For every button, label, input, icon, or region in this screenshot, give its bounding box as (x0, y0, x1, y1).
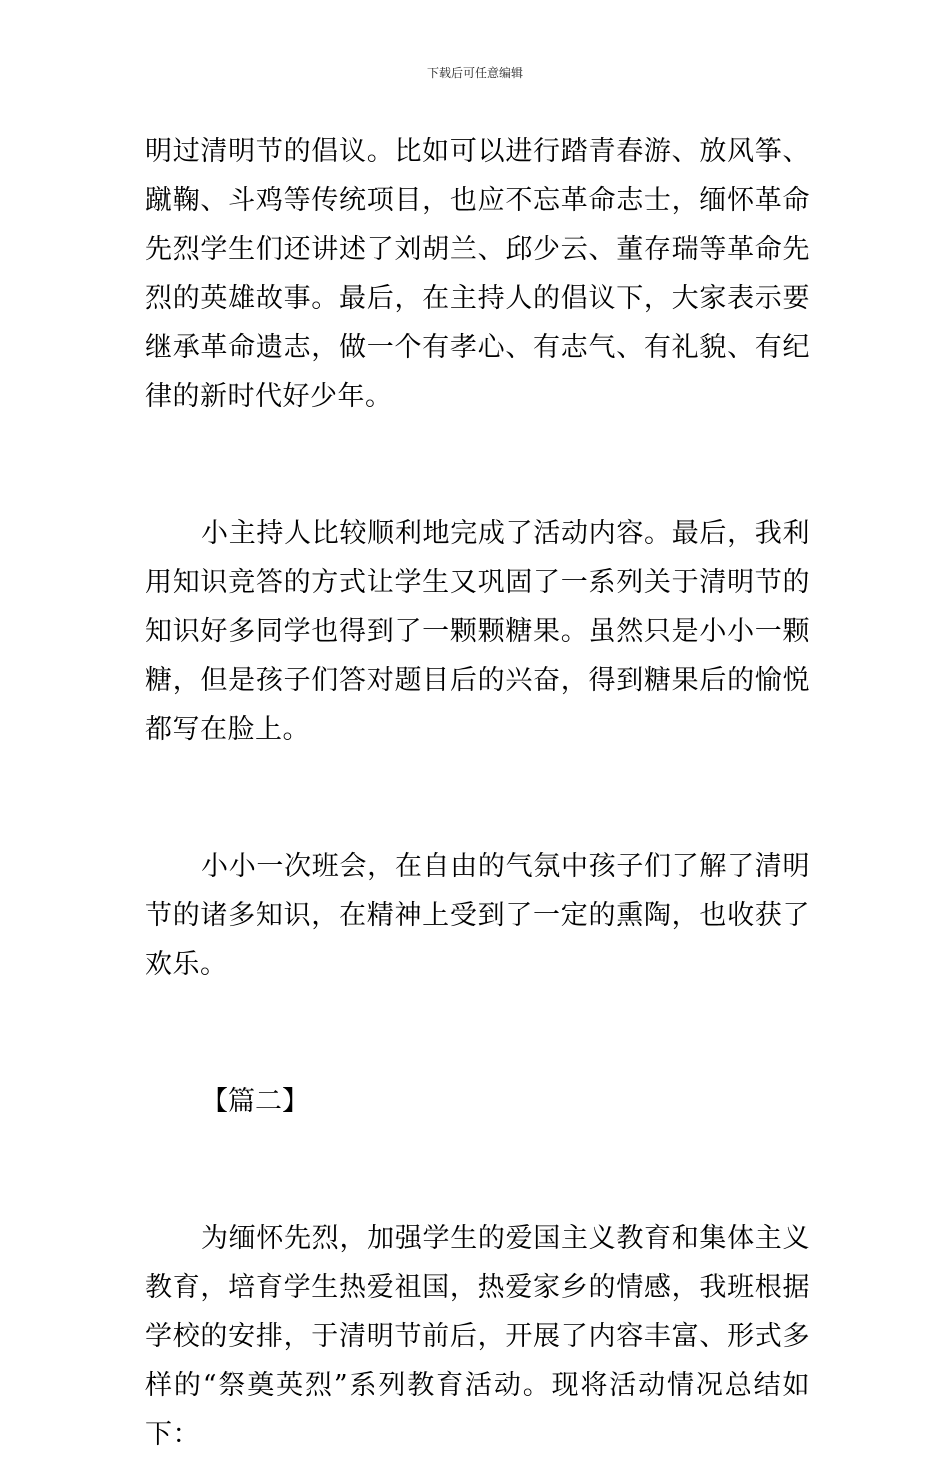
paragraph-gap (145, 754, 810, 842)
paragraph-gap (145, 421, 810, 509)
paragraph-gap (145, 989, 810, 1077)
paragraph-gap (145, 1126, 810, 1214)
paragraph-2: 小主持人比较顺利地完成了活动内容。最后，我利用知识竞答的方式让学生又巩固了一系列关于清明节的知识好多同学也得到了一颗颗糖果。虽然只是小小一颗糖，但是孩子们答对题目后的兴奋，得到糖果后的愉悦都写在脸上。 (145, 518, 810, 745)
page-header: 下载后可任意编辑 (426, 66, 523, 80)
document-body (145, 127, 810, 1459)
paragraph-4: 为缅怀先烈，加强学生的爱国主义教育和集体主义教育，培育学生热爱祖国，热爱家乡的情感，我班根据学校的安排，于清明节前后，开展了内容丰富、形式多样的“祭奠英烈”系列教育活动。现将活动情况总结如下： (145, 1223, 810, 1450)
paragraph-3: 小小一次班会，在自由的气氛中孩子们了解了清明节的诸多知识，在精神上受到了一定的熏陶，也收获了欢乐。 (145, 851, 810, 980)
paragraph-1: 明过清明节的倡议。比如可以进行踏青春游、放风筝、蹴鞠、斗鸡等传统项目，也应不忘革命志士，缅怀革命先烈学生们还讲述了刘胡兰、邱少云、董存瑞等革命先烈的英雄故事。最后，在主持人的倡议下，大家表示要继承革命遗志，做一个有孝心、有志气、有礼貌、有纪律的新时代好少年。 (145, 136, 810, 412)
section-heading: 【篇二】 (201, 1086, 309, 1117)
